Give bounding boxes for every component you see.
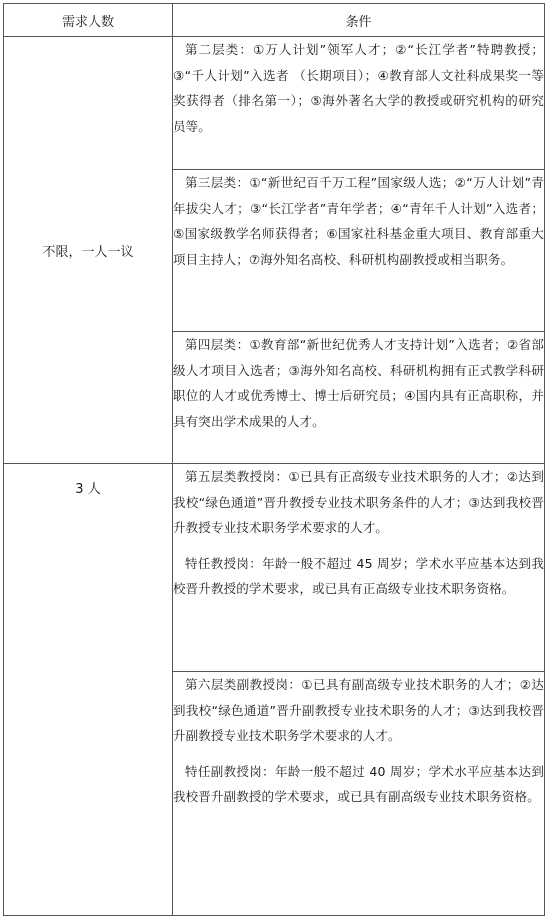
condition-tier-5 (173, 464, 545, 672)
condition-paragraph: 特任副教授岗：年龄一般不超过 40 周岁；学术水平应基本达到我校晋升副教授的学术要求，或已具有副高级专业技术职务资格。 (173, 763, 544, 804)
table-row (4, 37, 545, 170)
condition-paragraph: 第六层类副教授岗：①已具有副高级专业技术职务的人才；②达到我校“绿色通道”晋升副教授专业技术职务的人才；③达到我校晋升副教授专业技术职务学术要求的人才。 (173, 677, 544, 743)
requirements-table (3, 3, 545, 916)
condition-paragraph: 第四层类：①教育部“新世纪优秀人才支持计划”入选者；②省部级人才项目入选者；③海外知名高校、科研机构拥有正式教学科研职位的人才或优秀博士、博士后研究员；④国内具有正高职称，并具有突出学术成果的人才。 (173, 337, 544, 429)
count-cell-three: 3 人 (4, 464, 173, 916)
condition-tier-3 (173, 170, 545, 332)
condition-tier-6 (173, 672, 545, 916)
condition-tier-2 (173, 37, 545, 170)
condition-paragraph: 第五层类教授岗：①已具有正高级专业技术职务的人才；②达到我校“绿色通道”晋升教授专业技术职务条件的人才；③达到我校晋升教授专业技术职务学术要求的人才。 (173, 469, 544, 535)
count-cell-unlimited: 不限，一人一议 (4, 37, 173, 464)
condition-tier-4 (173, 332, 545, 464)
header-count: 需求人数 (4, 4, 173, 37)
condition-paragraph: 第三层类：①“新世纪百千万工程”国家级人选；②“万人计划”青年拔尖人才；③“长江学者”青年学者；④“青年千人计划”入选者；⑤国家级教学名师获得者；⑥国家社科基金重大项目、教育部重大项目主持人；⑦海外知名高校、科研机构副教授或相当职务。 (173, 175, 544, 267)
table-row (4, 464, 545, 672)
header-row (4, 4, 545, 37)
condition-paragraph: 第二层类：①万人计划”领军人才；②“长江学者”特聘教授；③“千人计划”入选者 （长期项目）；④教育部人文社科成果奖一等奖获得者（排名第一）；⑤海外著名大学的教授或研究机构的研究员等。 (173, 42, 544, 134)
header-conditions: 条件 (173, 4, 545, 37)
condition-paragraph: 特任教授岗：年龄一般不超过 45 周岁；学术水平应基本达到我校晋升教授的学术要求，或已具有正高级专业技术职务资格。 (173, 555, 544, 596)
